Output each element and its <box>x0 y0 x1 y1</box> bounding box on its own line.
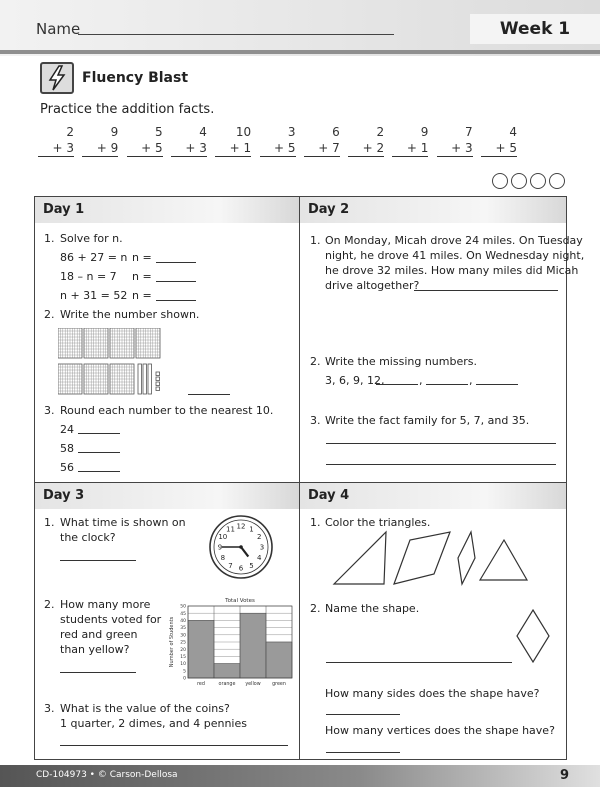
lightning-bolt-icon <box>40 62 74 94</box>
fact-addend-bottom: + 3 <box>38 140 74 157</box>
y-tick-label: 0 <box>183 676 186 682</box>
page-number: 9 <box>560 768 570 783</box>
addition-fact <box>437 124 473 157</box>
day2-q2-text: Write the missing numbers. <box>325 355 477 368</box>
y-tick-label: 50 <box>180 604 186 610</box>
clock-numeral: 10 <box>218 533 228 542</box>
fact-addend-top: 3 <box>287 125 296 139</box>
addition-fact <box>260 124 296 157</box>
fluency-title: Fluency Blast <box>82 70 189 86</box>
day3-q2-line-3: red and green <box>60 628 138 641</box>
triangle-shape-1 <box>334 532 386 584</box>
fact-addend-top: 10 <box>235 125 252 139</box>
fact-addend-bottom: + 5 <box>127 140 163 157</box>
clock-numeral: 7 <box>228 561 233 570</box>
clock-numeral: 11 <box>226 525 235 534</box>
fact-addend-top: 7 <box>465 125 473 139</box>
clock-numeral: 8 <box>220 554 226 563</box>
clock-numeral: 5 <box>249 561 254 570</box>
day1-ans-label-1: n = <box>132 251 152 264</box>
fact-addend-bottom: + 1 <box>392 140 428 157</box>
day1-eq-1: 86 + 27 = n <box>60 251 128 264</box>
ones-cube <box>156 387 160 391</box>
addition-fact <box>127 124 163 157</box>
day3-q1-answer-field[interactable] <box>60 560 136 561</box>
sequence-comma-2: , <box>469 374 473 387</box>
tens-rod <box>143 364 147 394</box>
fact-family-field-2[interactable] <box>326 464 556 465</box>
fact-addend-bottom: + 5 <box>481 140 517 157</box>
missing-number-field-2[interactable] <box>426 384 468 385</box>
day4-sides-question: How many sides does the shape have? <box>325 687 540 700</box>
score-bubble[interactable] <box>549 173 565 189</box>
vertices-answer-field[interactable] <box>326 752 400 753</box>
day4-heading: Day 4 <box>300 483 566 509</box>
x-tick-label: orange <box>218 682 236 687</box>
addition-fact <box>304 124 340 157</box>
shapes-to-color <box>330 528 562 588</box>
day4-q2-number: 2. <box>310 602 321 615</box>
y-tick-label: 20 <box>180 647 186 653</box>
fact-addend-bottom: + 7 <box>304 140 340 157</box>
day4-q1-text: Color the triangles. <box>325 516 431 529</box>
day3-q3-answer-field[interactable] <box>60 745 288 746</box>
round-value-1: 24 <box>60 423 74 436</box>
round-value-3: 56 <box>60 461 74 474</box>
day2-q3-number: 3. <box>310 414 321 427</box>
fact-addend-bottom: + 1 <box>215 140 251 157</box>
fact-addend-bottom: + 5 <box>260 140 296 157</box>
addition-fact <box>392 124 428 157</box>
tens-rod <box>148 364 152 394</box>
clock-numeral: 6 <box>238 564 244 573</box>
day2-heading: Day 2 <box>300 197 566 223</box>
bar-red <box>188 620 214 678</box>
y-tick-label: 5 <box>183 669 186 675</box>
ones-cube <box>156 372 160 376</box>
fact-addend-top: 9 <box>110 125 119 139</box>
day1-heading: Day 1 <box>35 197 299 223</box>
round-field-3[interactable] <box>78 471 120 472</box>
fact-addend-top: 5 <box>154 125 163 139</box>
y-tick-label: 40 <box>180 619 186 624</box>
day1-q3-text: Round each number to the nearest 10. <box>60 404 274 417</box>
y-tick-label: 25 <box>180 640 186 646</box>
fact-addend-top: 2 <box>66 125 74 139</box>
bar-green <box>266 642 292 678</box>
week-label: Week 1 <box>470 14 600 44</box>
diamond-shape <box>458 532 475 584</box>
addition-fact <box>38 124 74 157</box>
day1-eq-2: 18 – n = 7 <box>60 270 117 283</box>
missing-number-field-1[interactable] <box>376 384 418 385</box>
fact-addend-top: 6 <box>332 125 340 139</box>
hundreds-flat <box>110 328 134 358</box>
clock-numeral: 3 <box>259 543 265 552</box>
addition-fact <box>348 124 384 157</box>
day2-q1-answer-field[interactable] <box>414 290 558 291</box>
clock-numeral: 9 <box>217 543 223 552</box>
bar-yellow <box>240 613 266 678</box>
name-field[interactable] <box>78 34 394 35</box>
day2-q1-number: 1. <box>310 234 321 247</box>
analog-clock <box>208 514 274 580</box>
hundreds-flat <box>84 364 108 394</box>
parallelogram-shape <box>394 532 450 584</box>
day1-ans-field-3[interactable] <box>156 300 196 301</box>
day2-sequence: 3, 6, 9, 12, <box>325 374 385 387</box>
fact-addend-bottom: + 3 <box>171 140 207 157</box>
day1-eq-3: n + 31 = 52 <box>60 289 128 302</box>
sides-answer-field[interactable] <box>326 714 400 715</box>
fact-addend-bottom: + 2 <box>348 140 384 157</box>
day3-q1-line-1: What time is shown on <box>60 516 186 529</box>
day2-q1-line-3: he drove 32 miles. How many miles did Micah <box>325 264 579 277</box>
day1-ans-label-2: n = <box>132 270 152 283</box>
footer-copyright: CD-104973 • © Carson-Dellosa <box>36 770 178 780</box>
day1-q2-number: 2. <box>44 308 55 321</box>
y-tick-label: 45 <box>180 611 186 617</box>
day4-q2-text: Name the shape. <box>325 602 420 615</box>
votes-bar-chart <box>166 594 294 690</box>
day2-q1-line-4: drive altogether? <box>325 279 420 292</box>
y-tick-label: 15 <box>180 655 186 660</box>
sequence-comma-1: , <box>419 374 423 387</box>
day2-q1-line-1: On Monday, Micah drove 24 miles. On Tuesday <box>325 234 583 247</box>
y-tick-label: 10 <box>180 662 186 668</box>
day3-q3-coins: 1 quarter, 2 dimes, and 4 pennies <box>60 717 247 730</box>
day1-q3-number: 3. <box>44 404 55 417</box>
bar-orange <box>214 664 240 678</box>
day3-q3-number: 3. <box>44 702 55 715</box>
day3-q2-line-2: students voted for <box>60 613 162 626</box>
addition-fact <box>215 124 251 157</box>
fact-addend-bottom: + 3 <box>437 140 473 157</box>
addition-fact <box>82 124 118 157</box>
fact-addend-top: 4 <box>509 125 517 139</box>
hundreds-flat <box>84 328 108 358</box>
day4-q1-number: 1. <box>310 516 321 529</box>
day2-q3-text: Write the fact family for 5, 7, and 35. <box>325 414 530 427</box>
header-rule <box>0 50 600 54</box>
fact-addend-bottom: + 9 <box>82 140 118 157</box>
y-tick-label: 30 <box>180 633 186 639</box>
x-tick-label: red <box>197 682 205 687</box>
day1-q1-text: Solve for n. <box>60 232 123 245</box>
ones-cube <box>156 382 160 386</box>
name-label: Name <box>36 20 81 38</box>
addition-fact <box>481 124 517 157</box>
clock-center <box>239 545 243 549</box>
day3-q2-line-1: How many more <box>60 598 151 611</box>
round-field-2[interactable] <box>78 452 120 453</box>
day3-q1-line-2: the clock? <box>60 531 116 544</box>
missing-number-field-3[interactable] <box>476 384 518 385</box>
day1-q2-text: Write the number shown. <box>60 308 200 321</box>
day4-vertices-question: How many vertices does the shape have? <box>325 724 555 737</box>
triangle-shape-2 <box>480 540 527 580</box>
x-tick-label: green <box>272 682 286 687</box>
x-tick-label: yellow <box>245 682 261 687</box>
fluency-instruction: Practice the addition facts. <box>40 102 215 117</box>
y-tick-label: 35 <box>180 626 186 632</box>
score-bubble[interactable] <box>511 173 527 189</box>
round-field-1[interactable] <box>78 433 120 434</box>
day1-q1-number: 1. <box>44 232 55 245</box>
day3-q2-answer-field[interactable] <box>60 672 136 673</box>
hundreds-flat <box>58 328 82 358</box>
round-value-2: 58 <box>60 442 74 455</box>
fact-addend-top: 2 <box>376 125 385 139</box>
hundreds-flat <box>58 364 82 394</box>
day3-q2-number: 2. <box>44 598 55 611</box>
hundreds-flat <box>110 364 134 394</box>
clock-numeral: 2 <box>256 533 262 542</box>
ones-cube <box>156 377 160 381</box>
day3-q1-number: 1. <box>44 516 55 529</box>
clock-numeral: 1 <box>249 525 254 534</box>
hundreds-flat <box>136 328 160 358</box>
day1-ans-label-3: n = <box>132 289 152 302</box>
addition-fact <box>171 124 207 157</box>
clock-numeral: 4 <box>256 554 262 563</box>
day3-q2-line-4: than yellow? <box>60 643 130 656</box>
clock-numeral: 12 <box>236 522 246 531</box>
day1-ans-field-2[interactable] <box>156 281 196 282</box>
fact-family-field-1[interactable] <box>326 443 556 444</box>
day3-heading: Day 3 <box>35 483 299 509</box>
tens-rod <box>138 364 142 394</box>
day2-q2-number: 2. <box>310 355 321 368</box>
base-ten-blocks <box>58 328 178 396</box>
fact-addend-top: 9 <box>420 125 429 139</box>
day2-q1-line-2: night, he drove 41 miles. On Wednesday night, <box>325 249 585 262</box>
day1-q2-answer-field[interactable] <box>188 394 230 395</box>
chart-title: Total Votes <box>225 598 255 604</box>
y-axis-label: Number of Students <box>169 616 175 668</box>
day1-ans-field-1[interactable] <box>156 262 196 263</box>
rhombus-shape <box>515 608 551 664</box>
shape-name-field[interactable] <box>326 662 512 663</box>
day3-q3-text: What is the value of the coins? <box>60 702 230 715</box>
fact-addend-top: 4 <box>199 125 207 139</box>
score-bubble[interactable] <box>492 173 508 189</box>
score-bubble[interactable] <box>530 173 546 189</box>
